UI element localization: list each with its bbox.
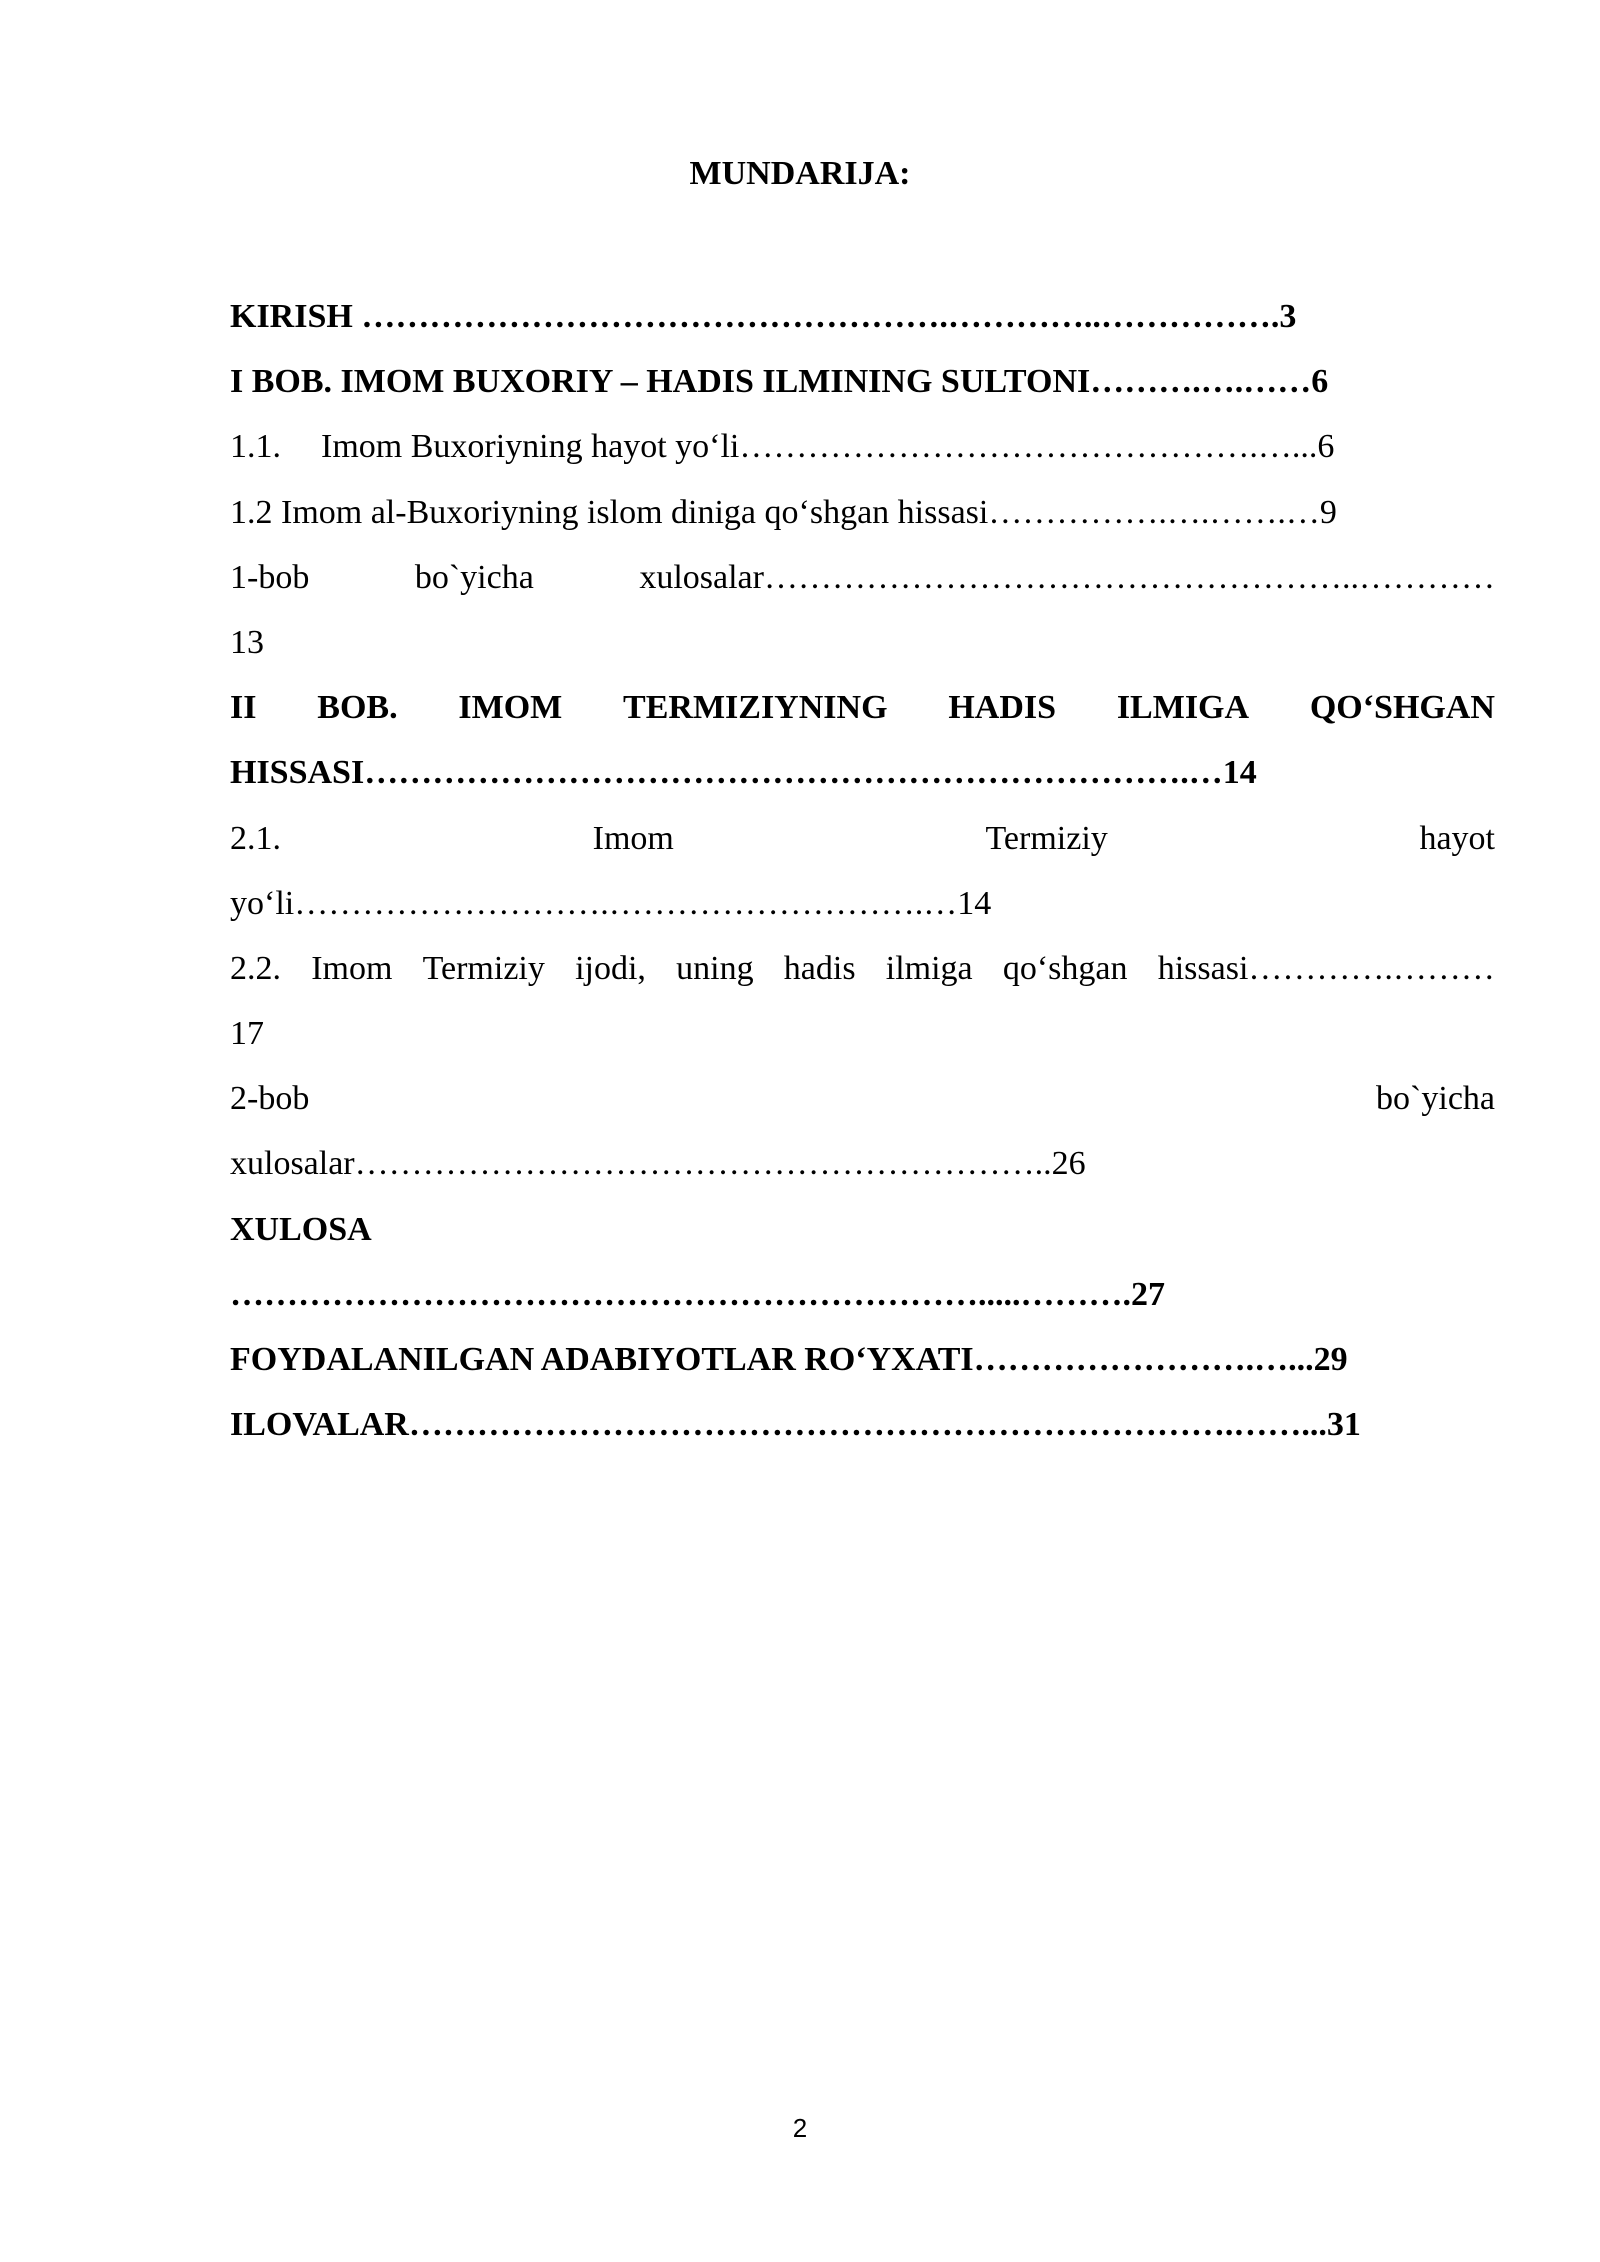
toc-word: bo`yicha (1376, 1080, 1495, 1118)
toc-entry-2-2 (230, 936, 1495, 1001)
page-title: MUNDARIJA: (689, 155, 911, 192)
toc-entry-bob2 (230, 675, 1495, 740)
toc-entry-summary-2-continued: xulosalar……………………………………………………..26 (230, 1145, 1086, 1183)
toc-word: Termiziy (422, 949, 545, 987)
toc-word: 2-bob (230, 1080, 310, 1118)
toc-word: Imom (311, 949, 393, 987)
toc-entry-xulosa: XULOSA (230, 1210, 372, 1248)
toc-word: HADIS (948, 689, 1057, 727)
toc-entry-text: Imom Buxoriyning hayot yo‘li……………………………………….…...6 (321, 428, 1335, 466)
toc-word: hayot (1419, 819, 1495, 857)
toc-word: BOB. (317, 689, 398, 727)
toc-entry-kirish: KIRISH …………………………………………….…………..…………….3 (230, 298, 1297, 335)
toc-entry-1-2: 1.2 Imom al-Buxoriyning islom diniga qo‘shgan hissasi…………….….…….…9 (230, 493, 1337, 531)
toc-word: TERMIZIYNING (623, 689, 888, 727)
toc-entry-page: 13 (230, 623, 264, 661)
toc-entry-2-1-continued: yo‘li……………………….……………………….…14 (230, 884, 992, 922)
toc-word: ilmiga (885, 949, 973, 987)
toc-entry-summary-2 (230, 1066, 1495, 1131)
table-of-contents (230, 284, 1495, 1457)
toc-word: 2.1. (230, 819, 281, 857)
toc-word: hissasi………….……… (1157, 949, 1495, 987)
toc-word: ijodi, (575, 949, 646, 987)
toc-word: II (230, 689, 257, 727)
toc-word: Termiziy (985, 819, 1108, 857)
page-number: 2 (792, 2113, 808, 2143)
toc-word: uning (676, 949, 754, 987)
toc-entry-number: 1.1. (230, 428, 281, 466)
toc-word: QO‘SHGAN (1309, 689, 1495, 727)
toc-entry-foydalanilgan: FOYDALANILGAN ADABIYOTLAR RO‘YXATI…………………….…...29 (230, 1341, 1348, 1378)
toc-entry-bob2-continued: HISSASI……………………………………………………………….…14 (230, 754, 1257, 792)
toc-entry-ilovalar: ILOVALAR……………………………………………………………….……...31 (230, 1406, 1361, 1444)
toc-word: Imom (592, 819, 674, 857)
toc-word: xulosalar……………………………………………..………… (639, 558, 1495, 596)
toc-word: IMOM (458, 689, 563, 727)
toc-word: ILMIGA (1116, 689, 1250, 727)
toc-entry-bob1: I BOB. IMOM BUXORIY – HADIS ILMINING SULTONI……….….……6 (230, 363, 1329, 401)
toc-entry-page: 17 (230, 1015, 264, 1053)
toc-entry-1-1 (230, 414, 1495, 479)
toc-word: 1-bob (230, 558, 310, 596)
toc-entry-summary-1 (230, 545, 1495, 610)
toc-entry-2-1 (230, 806, 1495, 871)
toc-word: qo‘shgan (1002, 949, 1128, 987)
toc-word: bo`yicha (414, 558, 534, 596)
toc-word: 2.2. (230, 949, 281, 987)
toc-word: hadis (783, 949, 856, 987)
toc-entry-xulosa-continued: ………………………………………………………….....……….27 (230, 1275, 1165, 1313)
